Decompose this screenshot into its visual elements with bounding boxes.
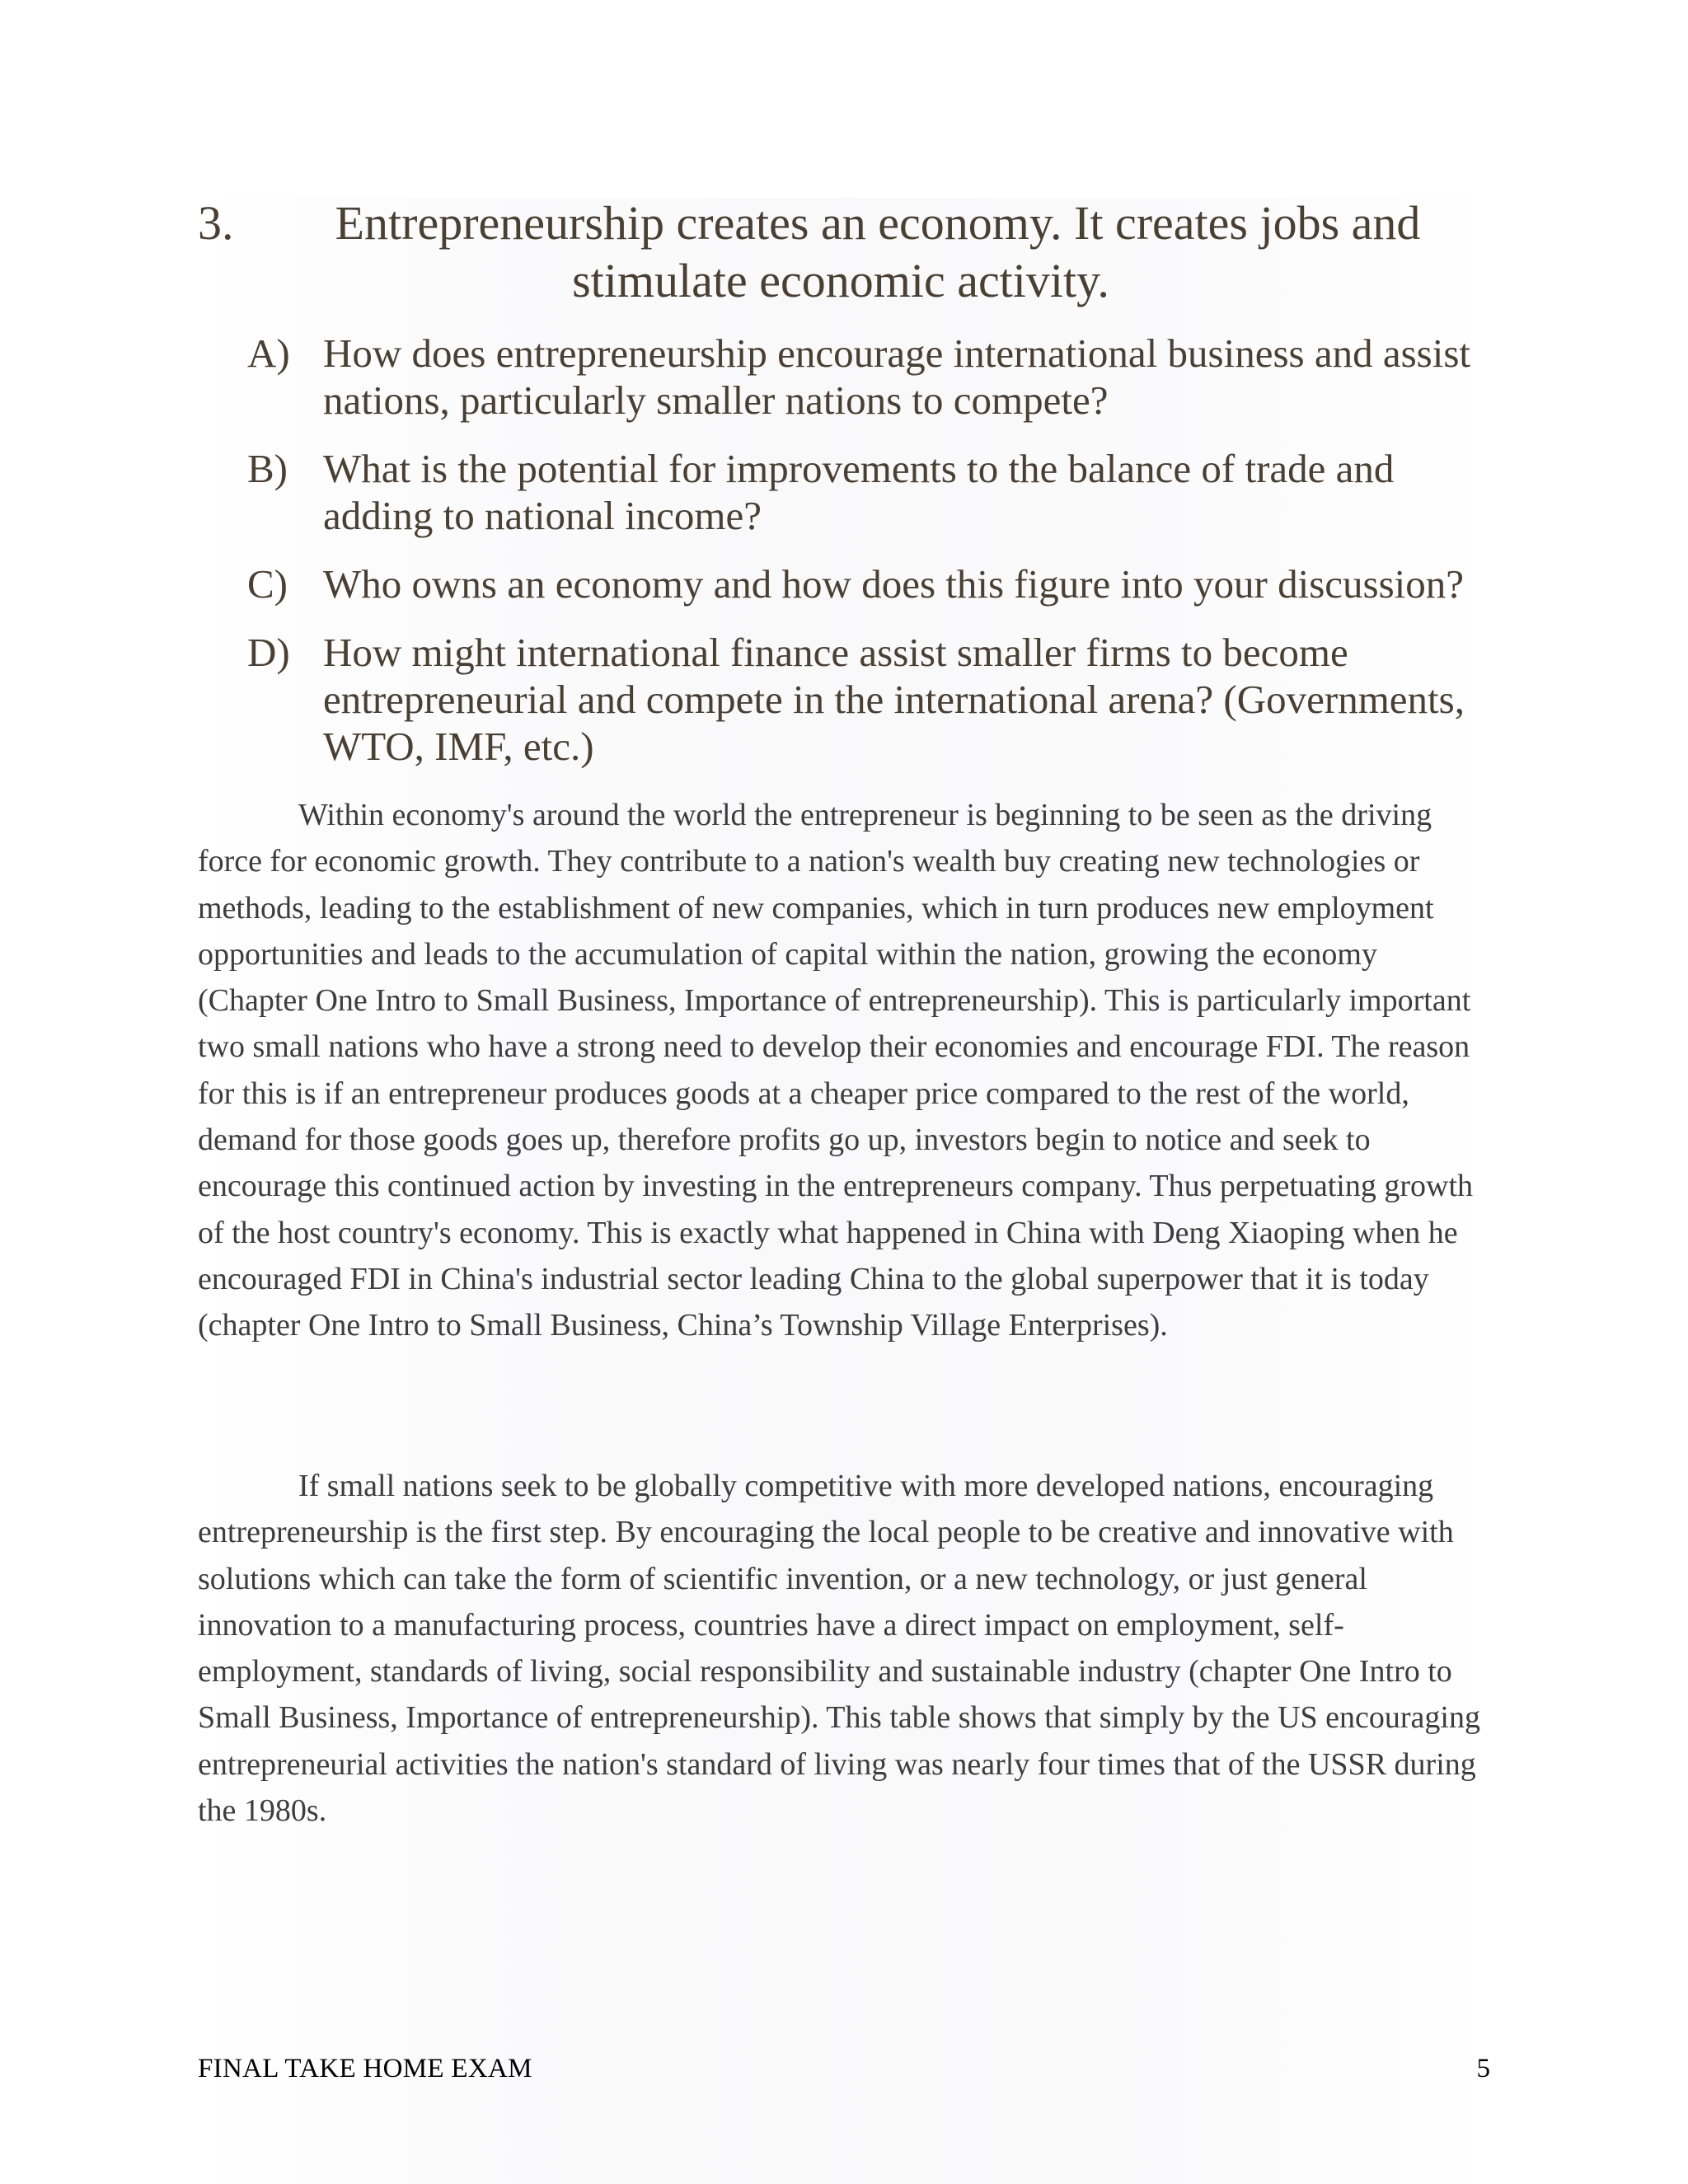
sub-question-text: What is the potential for improvements to the balance of trade and adding to national income? — [323, 446, 1395, 538]
body-paragraph-2 — [198, 1463, 1492, 1834]
sub-question-text: How might international finance assist smaller firms to become entrepreneurial and compete in the international arena? (Governments, WTO, IMF, etc.) — [323, 630, 1465, 769]
paragraph-text: Within economy's around the world the entrepreneur is beginning to be seen as the driving force for economic growth. They contribute to a nation's wealth buy creating new technologies or methods, leading to the establishment of new companies, which in turn produces new employment opportunities and leads to the accumulation of capital within the nation, growing the economy (Chapter One Intro to Small Business, Importance of entrepreneurship). This is particularly important two small nations who have a strong need to develop their economies and encourage FDI. The reason for this is if an entrepreneur produces goods at a cheaper price compared to the rest of the world, demand for those goods goes up, therefore profits go up, investors begin to notice and seek to encourage this continued action by investing in the entrepreneurs company. Thus perpetuating growth of the host country's economy. This is exactly what happened in China with Deng Xiaoping when he encouraged FDI in China's industrial sector leading China to the global superpower that it is today (chapter One Intro to Small Business, China’s Township Village Enterprises). — [198, 798, 1474, 1343]
footer-title: FINAL TAKE HOME EXAM — [198, 2054, 532, 2083]
sub-question-b — [247, 445, 1500, 539]
sub-question-letter: C) — [247, 561, 288, 607]
sub-question-list — [247, 330, 1500, 791]
sub-question-d — [247, 629, 1500, 770]
sub-question-letter: A) — [247, 330, 290, 376]
body-paragraph-1 — [198, 792, 1492, 1349]
sub-question-letter: D) — [247, 630, 290, 675]
question-number: 3. — [198, 196, 234, 250]
sub-question-text: Who owns an economy and how does this figure into your discussion? — [323, 561, 1465, 607]
sub-question-text: How does entrepreneurship encourage international business and assist nations, particularly smaller nations to compete? — [323, 330, 1471, 423]
sub-question-a — [247, 330, 1500, 424]
sub-question-c — [247, 560, 1500, 607]
question-title: Entrepreneurship creates an economy. It creates jobs and stimulate economic activity. — [335, 196, 1421, 307]
page-number: 5 — [1476, 2054, 1490, 2083]
sub-question-letter: B) — [247, 446, 288, 491]
paragraph-text: If small nations seek to be globally competitive with more developed nations, encouraging entrepreneurship is the first step. By encouraging the local people to be creative and innovative with solutions which can take the form of scientific invention, or a new technology, or just general innovation to a manufacturing process, countries have a direct impact on employment, self-employment, standards of living, social responsibility and sustainable industry (chapter One Intro to Small Business, Importance of entrepreneurship). This table shows that simply by the US encouraging entrepreneurial activities the nation's standard of living was nearly four times that of the USSR during the 1980s. — [198, 1469, 1480, 1829]
